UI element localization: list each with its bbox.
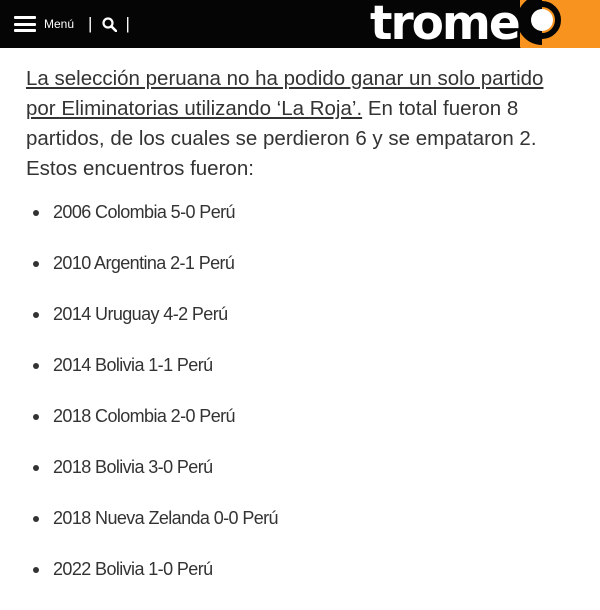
list-item: 2018 Bolivia 3-0 Perú xyxy=(26,457,572,508)
list-item: 2022 Bolivia 1-0 Perú xyxy=(26,559,572,610)
match-list xyxy=(26,202,572,610)
article-body xyxy=(0,48,600,610)
top-bar xyxy=(0,0,600,48)
menu-button[interactable] xyxy=(14,16,74,32)
list-item: 2018 Nueva Zelanda 0-0 Perú xyxy=(26,508,572,559)
menu-label: Menú xyxy=(44,17,75,31)
hamburger-icon xyxy=(14,16,36,32)
separator: | xyxy=(125,14,130,33)
list-item: 2006 Colombia 5-0 Perú xyxy=(26,202,572,253)
intro-text: En total fueron 8 partidos, de los cuales se perdieron 6 y se empataron 2. Estos encuentros fueron: xyxy=(26,97,537,180)
logo-arc-icon xyxy=(520,0,600,48)
trome-logo[interactable] xyxy=(370,0,600,48)
search-icon xyxy=(102,17,117,32)
separator: | xyxy=(88,14,93,33)
list-item: 2014 Bolivia 1-1 Perú xyxy=(26,355,572,406)
intro-link[interactable]: La selección peruana no ha podido ganar un solo partido por Eliminatorias utilizando ‘La Roja’. xyxy=(26,67,544,120)
intro-paragraph xyxy=(26,64,572,184)
list-item: 2010 Argentina 2-1 Perú xyxy=(26,253,572,304)
search-button[interactable] xyxy=(102,17,117,32)
list-item: 2014 Uruguay 4-2 Perú xyxy=(26,304,572,355)
list-item: 2018 Colombia 2-0 Perú xyxy=(26,406,572,457)
logo-text: trome xyxy=(370,0,519,48)
